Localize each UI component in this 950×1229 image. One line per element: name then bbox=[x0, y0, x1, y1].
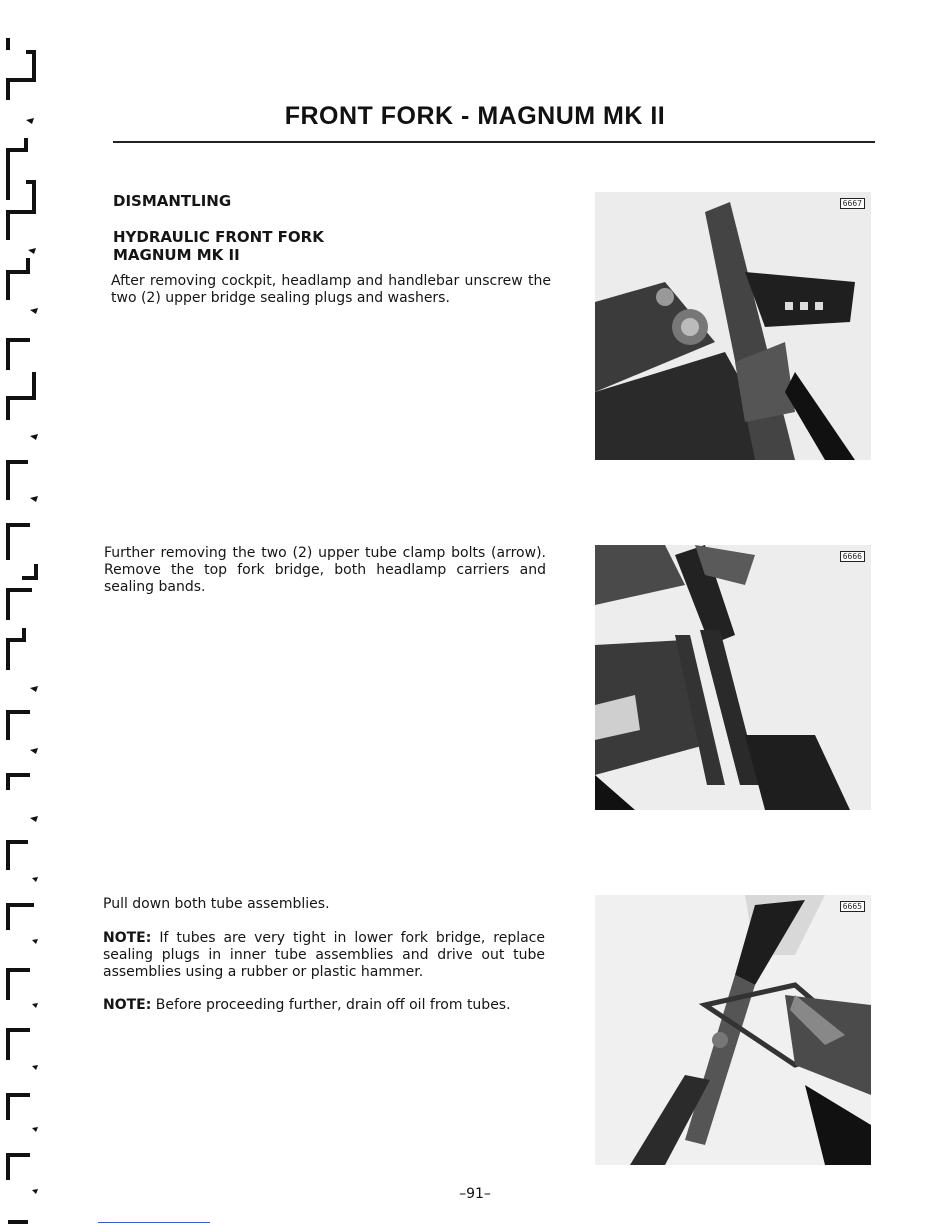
paragraph-step-3: Pull down both tube assemblies. bbox=[103, 896, 330, 912]
note-2 bbox=[103, 997, 549, 1014]
photo-fork-bridge bbox=[595, 545, 871, 810]
footer-line bbox=[98, 1222, 210, 1223]
note-1-text: If tubes are very tight in lower fork bridge, replace sealing plugs in inner tube assemblies and drive out tube assemblies using a rubber or plastic hammer. bbox=[103, 930, 545, 980]
photo-fork-bridge-image bbox=[595, 545, 871, 810]
photo-upper-bridge-image bbox=[595, 192, 871, 460]
paragraph-step-1: After removing cockpit, headlamp and handlebar unscrew the two (2) upper bridge sealing plugs and washers. bbox=[111, 273, 551, 306]
photo-reference-tag: 6667 bbox=[840, 198, 865, 209]
photo-tube-assemblies-image bbox=[595, 895, 871, 1165]
paragraph-step-2: Further removing the two (2) upper tube clamp bolts (arrow). Remove the top fork bridge, both headlamp carriers and sealing bands. bbox=[104, 545, 546, 595]
photo-tube-assemblies bbox=[595, 895, 871, 1165]
page-title: FRONT FORK - MAGNUM MK II bbox=[284, 102, 666, 130]
note-2-label: NOTE: bbox=[103, 997, 152, 1013]
note-2-text: Before proceeding further, drain off oil from tubes. bbox=[151, 997, 511, 1013]
section-heading-dismantling: DISMANTLING bbox=[113, 192, 232, 210]
photo-reference-tag: 6666 bbox=[840, 551, 865, 562]
subheading-line-2: MAGNUM MK II bbox=[113, 246, 240, 264]
note-1 bbox=[103, 930, 545, 981]
page-number: –91– bbox=[459, 1186, 491, 1202]
title-rule bbox=[113, 141, 875, 143]
note-1-label: NOTE: bbox=[103, 930, 152, 946]
photo-reference-tag: 6665 bbox=[840, 901, 865, 912]
photo-upper-bridge bbox=[595, 192, 871, 460]
subheading-line-1: HYDRAULIC FRONT FORK bbox=[113, 228, 324, 246]
page-binding-edge bbox=[0, 0, 48, 1229]
